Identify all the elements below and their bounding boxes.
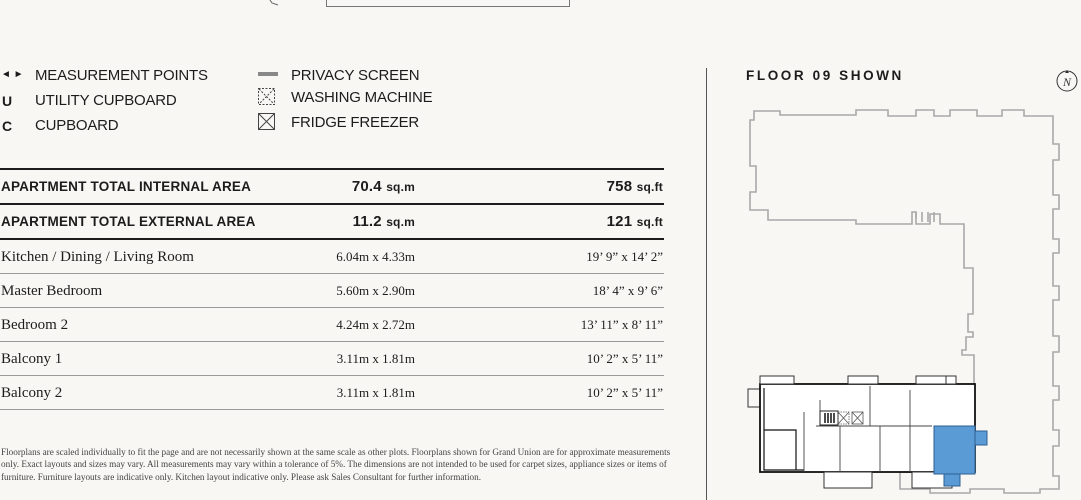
top-fragment-mark xyxy=(266,0,280,12)
room-imperial: 19’ 9” x 14’ 2” xyxy=(586,249,663,264)
row-metric: 11.2 sq.m xyxy=(352,213,415,230)
table-row xyxy=(0,342,664,376)
room-metric: 6.04m x 4.33m xyxy=(336,249,415,264)
room-metric: 4.24m x 2.72m xyxy=(336,317,415,332)
washing-machine-icon xyxy=(258,88,275,105)
row-metric: 70.4 sq.m xyxy=(351,178,415,195)
room-name: Master Bedroom xyxy=(1,283,103,299)
room-metric: 3.11m x 1.81m xyxy=(336,385,415,400)
legend-measurement-points: MEASUREMENT POINTS xyxy=(35,67,208,84)
row-label: APARTMENT TOTAL EXTERNAL AREA xyxy=(1,214,256,229)
utility-cupboard-symbol: U xyxy=(2,93,13,109)
privacy-screen-swatch xyxy=(258,72,278,76)
table-row xyxy=(0,274,664,308)
svg-text:N: N xyxy=(1062,75,1072,89)
room-imperial: 10’ 2” x 5’ 11” xyxy=(586,351,663,366)
room-name: Kitchen / Dining / Living Room xyxy=(1,249,194,265)
table-row xyxy=(0,240,664,274)
room-name: Bedroom 2 xyxy=(1,317,69,333)
floor-key-plan xyxy=(740,100,1081,500)
room-imperial: 13’ 11” x 8’ 11” xyxy=(580,317,663,332)
legend-washing-machine: WASHING MACHINE xyxy=(291,89,433,106)
legend-utility-cupboard: UTILITY CUPBOARD xyxy=(35,92,177,109)
area-table xyxy=(0,168,664,410)
floor-title: FLOOR 09 SHOWN xyxy=(746,68,904,83)
floor-block xyxy=(748,376,987,488)
legend-cupboard: CUPBOARD xyxy=(35,117,119,134)
table-row-external-area xyxy=(0,205,664,240)
legend-privacy-screen: PRIVACY SCREEN xyxy=(291,67,420,84)
legend-fridge-freezer: FRIDGE FREEZER xyxy=(291,114,420,131)
room-imperial: 18’ 4” x 9’ 6” xyxy=(592,283,663,298)
row-label: APARTMENT TOTAL INTERNAL AREA xyxy=(1,179,252,194)
table-row xyxy=(0,308,664,342)
table-row-internal-area xyxy=(0,168,664,205)
row-imperial: 758 sq.ft xyxy=(606,178,663,195)
section-divider xyxy=(706,68,707,500)
north-compass-icon xyxy=(1056,70,1078,92)
fridge-freezer-icon xyxy=(258,113,275,130)
room-metric: 5.60m x 2.90m xyxy=(336,283,415,298)
room-metric: 3.11m x 1.81m xyxy=(336,351,415,366)
room-imperial: 10’ 2” x 5’ 11” xyxy=(586,385,663,400)
cupboard-symbol: C xyxy=(2,118,13,134)
row-imperial: 121 sq.ft xyxy=(606,213,663,230)
room-name: Balcony 1 xyxy=(1,351,63,367)
measurement-points-icon: ◄ ► xyxy=(1,69,24,80)
room-name: Balcony 2 xyxy=(1,385,63,401)
top-fragment-box xyxy=(326,0,570,7)
disclaimer-footnote: Floorplans are scaled individually to fit the page and are not necessarily shown at the same scale as other plots. Floorplans shown for Grand Union are for approximate measurements only. Exact layouts and sizes may vary. All measurements may vary within a tolerance of 5%. The dimensions are not intended to be used for carpet sizes, appliance sizes or items of furniture. Furniture layouts are indicative only. Kitchen layout indicative only. Please ask Sales Consultant for further information. xyxy=(1,447,671,482)
table-row xyxy=(0,376,664,410)
